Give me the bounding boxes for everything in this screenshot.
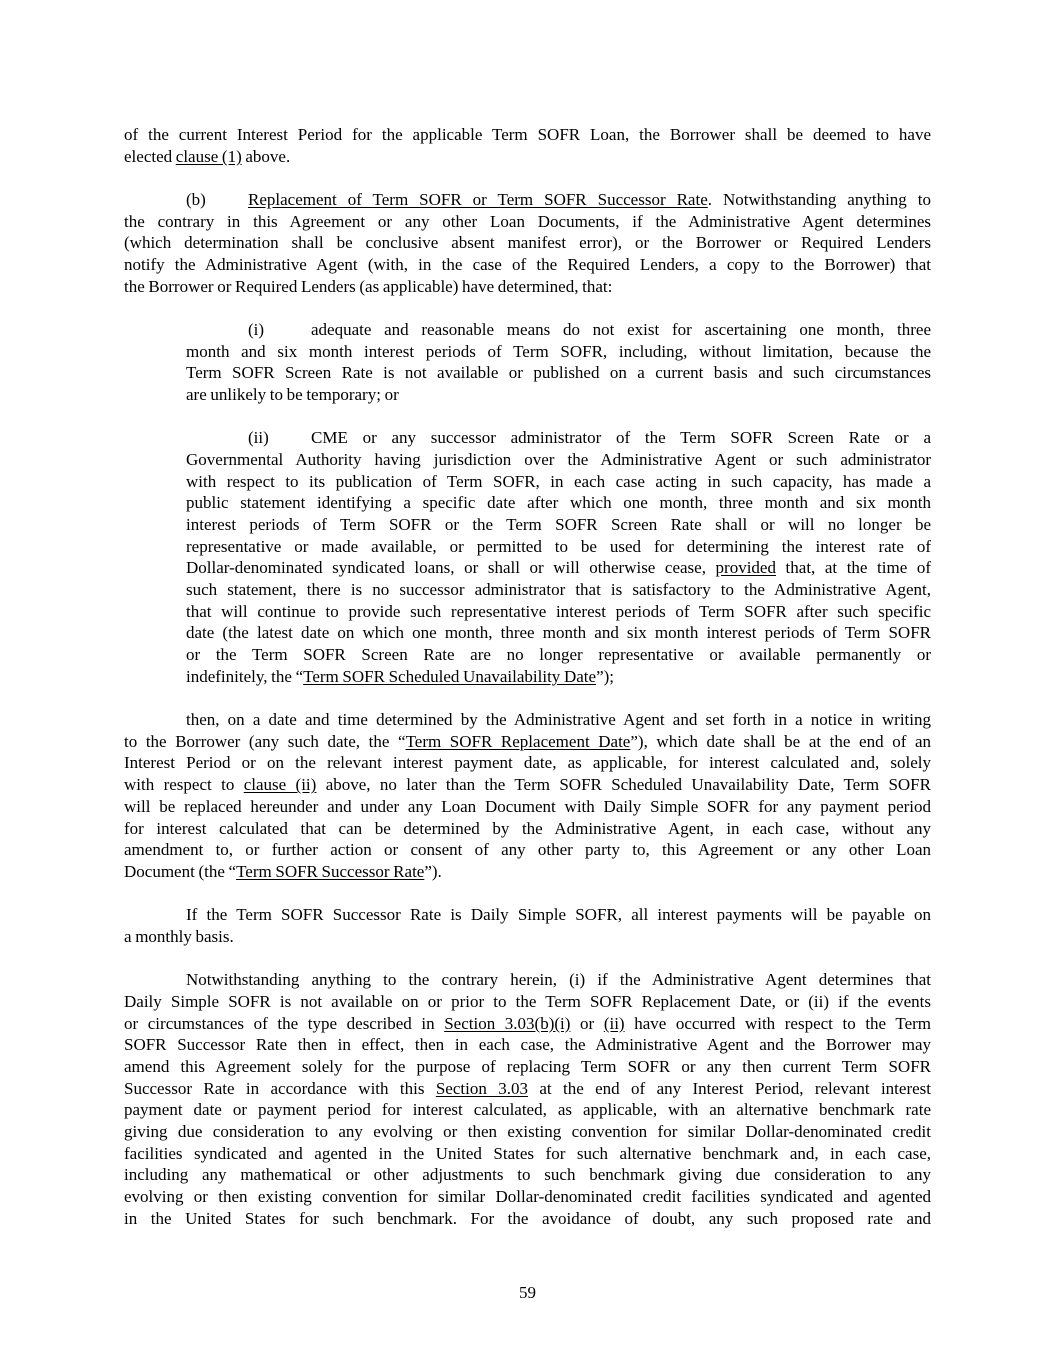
text-line: in the United States for such benchmark. For the avoidance of doubt, any such proposed rate and bbox=[124, 1208, 931, 1228]
text-line: giving due consideration to any evolving or then existing convention for similar Dollar-denominated credit bbox=[124, 1121, 931, 1141]
text-line: or the Term SOFR Screen Rate are no longer representative or available permanently or bbox=[186, 645, 931, 665]
text-line: the contrary in this Agreement or any other Loan Documents, if the Administrative Agent determines bbox=[124, 211, 931, 231]
text-line: will be replaced hereunder and under any Loan Document with Daily Simple SOFR for any payment period bbox=[124, 796, 931, 816]
text-line: elected clause (1) above. bbox=[124, 146, 291, 166]
text-line: of the current Interest Period for the applicable Term SOFR Loan, the Borrower shall be deemed to have bbox=[124, 125, 931, 144]
underlined-term: provided bbox=[715, 558, 776, 578]
text-line: evolving or then existing convention for similar Dollar-denominated credit facilities syndicated and agented bbox=[124, 1186, 931, 1206]
text-line: for interest calculated that can be determined by the Administrative Agent, in each case, without any bbox=[124, 818, 931, 838]
clause-label: (i) bbox=[248, 320, 265, 340]
text-line: then, on a date and time determined by the Administrative Agent and set forth in a notice in writing bbox=[186, 710, 931, 730]
underlined-term: clause (1) bbox=[175, 146, 242, 166]
paragraph-continuation bbox=[124, 124, 931, 167]
clause-i bbox=[186, 319, 931, 406]
text-line: If the Term SOFR Successor Rate is Daily Simple SOFR, all interest payments will be payable on bbox=[186, 905, 931, 925]
text-line: notify the Administrative Agent (with, in the case of the Required Lenders, a copy to the Borrower) that bbox=[124, 255, 931, 275]
underlined-term: Term SOFR Successor Rate bbox=[236, 861, 425, 881]
text-line: SOFR Successor Rate then in effect, then in each case, the Administrative Agent and the Borrower may bbox=[124, 1035, 931, 1055]
text-line: date (the latest date on which one month, three month and six month interest periods of Term SOFR bbox=[186, 623, 931, 643]
text-line: (which determination shall be conclusive absent manifest error), or the Borrower or Required Lenders bbox=[124, 233, 931, 253]
text-line: Dollar-denominated syndicated loans, or shall or will otherwise cease, provided that, at the time of bbox=[186, 558, 931, 578]
text-line: payment date or payment period for interest calculated, as applicable, with an alternative benchmark rate bbox=[124, 1100, 931, 1120]
document-body bbox=[124, 124, 931, 1251]
clause-ii bbox=[186, 427, 931, 687]
text-line: Governmental Authority having jurisdiction over the Administrative Agent or such administrator bbox=[186, 450, 931, 470]
text-line: amend this Agreement solely for the purpose of replacing Term SOFR or any then current Term SOFR bbox=[124, 1056, 931, 1076]
text-line: a monthly basis. bbox=[124, 926, 234, 946]
text-line: month and six month interest periods of Term SOFR, including, without limitation, because the bbox=[186, 341, 931, 361]
underlined-term: Term SOFR Replacement Date bbox=[405, 731, 631, 751]
paragraph-then bbox=[124, 709, 931, 882]
text-line: representative or made available, or permitted to be used for determining the interest rate of bbox=[186, 536, 931, 556]
page-number: 59 bbox=[519, 1283, 536, 1302]
text-line: Term SOFR Screen Rate is not available or published on a current basis and such circumstances bbox=[186, 363, 931, 383]
text-line: Successor Rate in accordance with this Section 3.03 at the end of any Interest Period, relevant interest bbox=[124, 1078, 931, 1098]
text-line: public statement identifying a specific date after which one month, three month and six month bbox=[186, 493, 931, 513]
text-line: such statement, there is no successor administrator that is satisfactory to the Administrative Agent, bbox=[186, 580, 931, 600]
text-line: or circumstances of the type described in Section 3.03(b)(i) or (ii) have occurred with respect to the Term bbox=[124, 1013, 932, 1033]
underlined-term: Section 3.03 bbox=[435, 1078, 528, 1098]
text-line: amendment to, or further action or consent of any other party to, this Agreement or any other Loan bbox=[124, 840, 931, 860]
paragraph-if bbox=[124, 904, 931, 947]
text-line: Document (the “Term SOFR Successor Rate”). bbox=[124, 861, 442, 881]
underlined-term: (ii) bbox=[603, 1013, 625, 1033]
text-line: the Borrower or Required Lenders (as applicable) have determined, that: bbox=[124, 276, 613, 296]
text-line: to the Borrower (any such date, the “Term SOFR Replacement Date”), which date shall be at the end of an bbox=[124, 731, 932, 751]
underlined-term: Term SOFR Scheduled Unavailability Date bbox=[303, 666, 597, 686]
text-line: with respect to its publication of Term SOFR, in each case acting in such capacity, has made a bbox=[186, 471, 931, 491]
clause-label: (ii) bbox=[248, 428, 269, 448]
text-line: indefinitely, the “Term SOFR Scheduled Unavailability Date”); bbox=[186, 666, 614, 686]
text-line: (b) Replacement of Term SOFR or Term SOFR Successor Rate. Notwithstanding anything to bbox=[186, 190, 931, 210]
paragraph-b-replacement bbox=[124, 189, 931, 297]
text-line: Interest Period or on the relevant interest payment date, as applicable, for interest calculated and, solely bbox=[124, 753, 931, 773]
text-line: interest periods of Term SOFR or the Term SOFR Screen Rate shall or will no longer be bbox=[186, 515, 931, 535]
underlined-term: Section 3.03(b)(i) bbox=[444, 1013, 571, 1033]
underlined-term: Replacement of Term SOFR or Term SOFR Successor Rate bbox=[248, 190, 708, 210]
clause-label: (b) bbox=[186, 190, 206, 210]
text-line: that will continue to provide such representative interest periods of Term SOFR after such specific bbox=[186, 601, 931, 621]
text-line: Daily Simple SOFR is not available on or prior to the Term SOFR Replacement Date, or (ii) if the events bbox=[124, 991, 931, 1011]
paragraph-notwithstanding bbox=[124, 969, 931, 1229]
text-line: including any mathematical or other adjustments to such benchmark giving due consideration to any bbox=[124, 1165, 931, 1185]
text-line: facilities syndicated and agented in the United States for such alternative benchmark and, in each case, bbox=[124, 1143, 931, 1163]
text-line: Notwithstanding anything to the contrary herein, (i) if the Administrative Agent determines that bbox=[186, 970, 931, 990]
text-line: are unlikely to be temporary; or bbox=[186, 385, 399, 405]
text-line: (ii) CME or any successor administrator of the Term SOFR Screen Rate or a bbox=[248, 428, 931, 448]
text-line: with respect to clause (ii) above, no later than the Term SOFR Scheduled Unavailability Date, Term SOFR bbox=[124, 775, 931, 795]
text-line: (i) adequate and reasonable means do not exist for ascertaining one month, three bbox=[248, 320, 931, 340]
underlined-term: clause (ii) bbox=[243, 775, 317, 795]
